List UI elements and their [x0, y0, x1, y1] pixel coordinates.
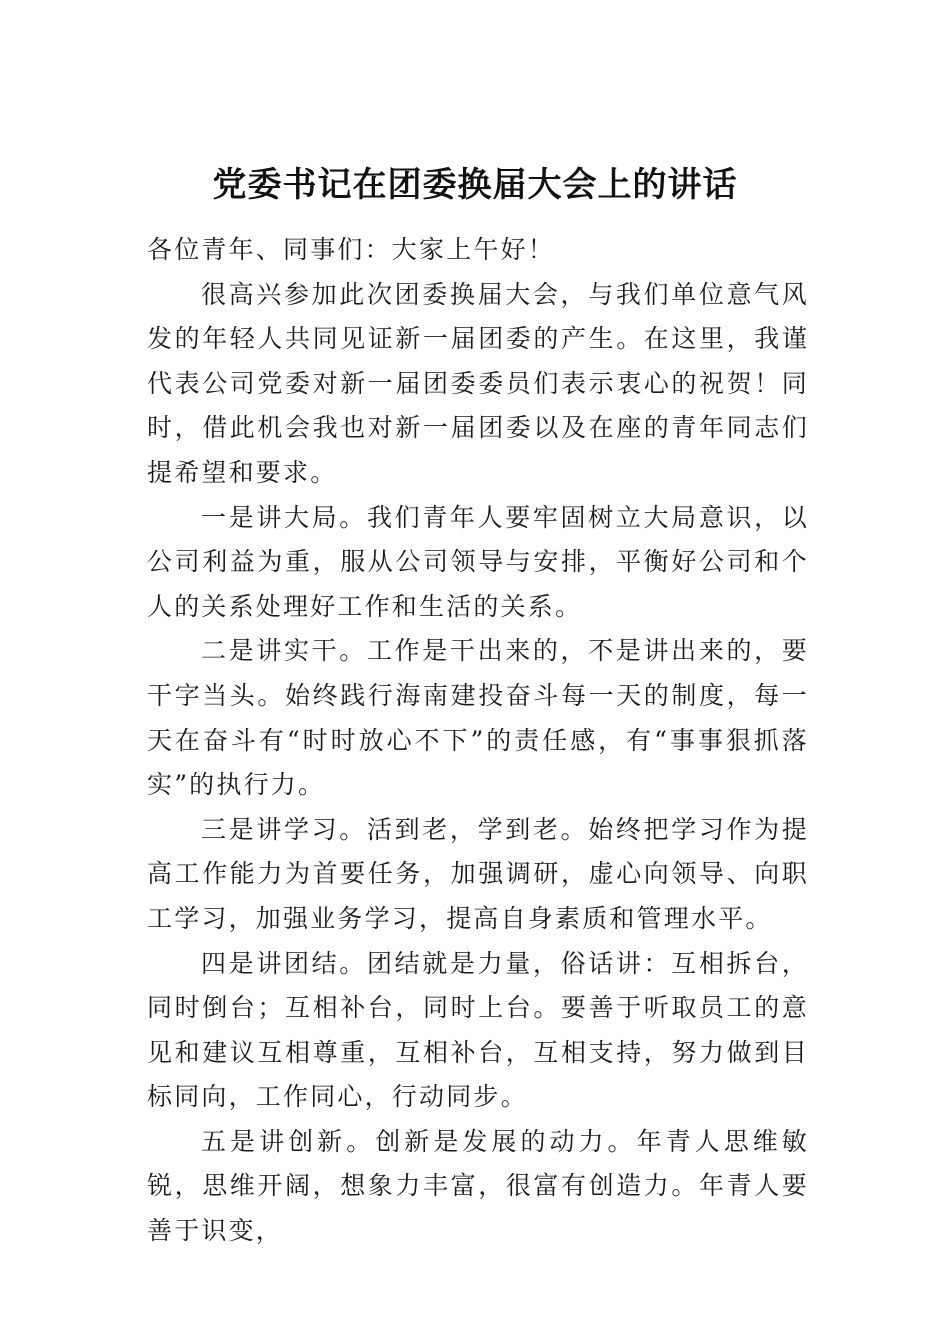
document-body: [147, 228, 809, 1254]
paragraph-point-1: 一是讲大局。我们青年人要牢固树立大局意识，以公司利益为重，服从公司领导与安排，平衡好公司和个人的关系处理好工作和生活的关系。: [147, 502, 809, 621]
paragraph-point-2: 二是讲实干。工作是干出来的，不是讲出来的，要干字当头。始终践行海南建投奋斗每一天的制度，每一天在奋斗有“时时放心不下”的责任感，有“事事狠抓落实”的执行力。: [147, 636, 809, 800]
paragraph-point-5: 五是讲创新。创新是发展的动力。年青人思维敏锐，思维开阔，想象力丰富，很富有创造力。年青人要善于识变，: [147, 1126, 809, 1246]
greeting-line: 各位青年、同事们：大家上午好！: [147, 235, 556, 264]
paragraph-point-4: 四是讲团结。团结就是力量，俗话讲：互相拆台，同时倒台；互相补台，同时上台。要善于听取员工的意见和建议互相尊重，互相补台，互相支持，努力做到目标同向，工作同心，行动同步。: [147, 948, 809, 1112]
paragraph-point-3: 三是讲学习。活到老，学到老。始终把学习作为提高工作能力为首要任务，加强调研，虚心向领导、向职工学习，加强业务学习，提高自身素质和管理水平。: [147, 814, 809, 933]
paragraph-intro: 很高兴参加此次团委换届大会，与我们单位意气风发的年轻人共同见证新一届团委的产生。在这里，我谨代表公司党委对新一届团委委员们表示衷心的祝贺！同时，借此机会我也对新一届团委以及在座的青年同志们提希望和要求。: [147, 279, 809, 487]
document-title: 党委书记在团委换届大会上的讲话: [212, 165, 738, 205]
